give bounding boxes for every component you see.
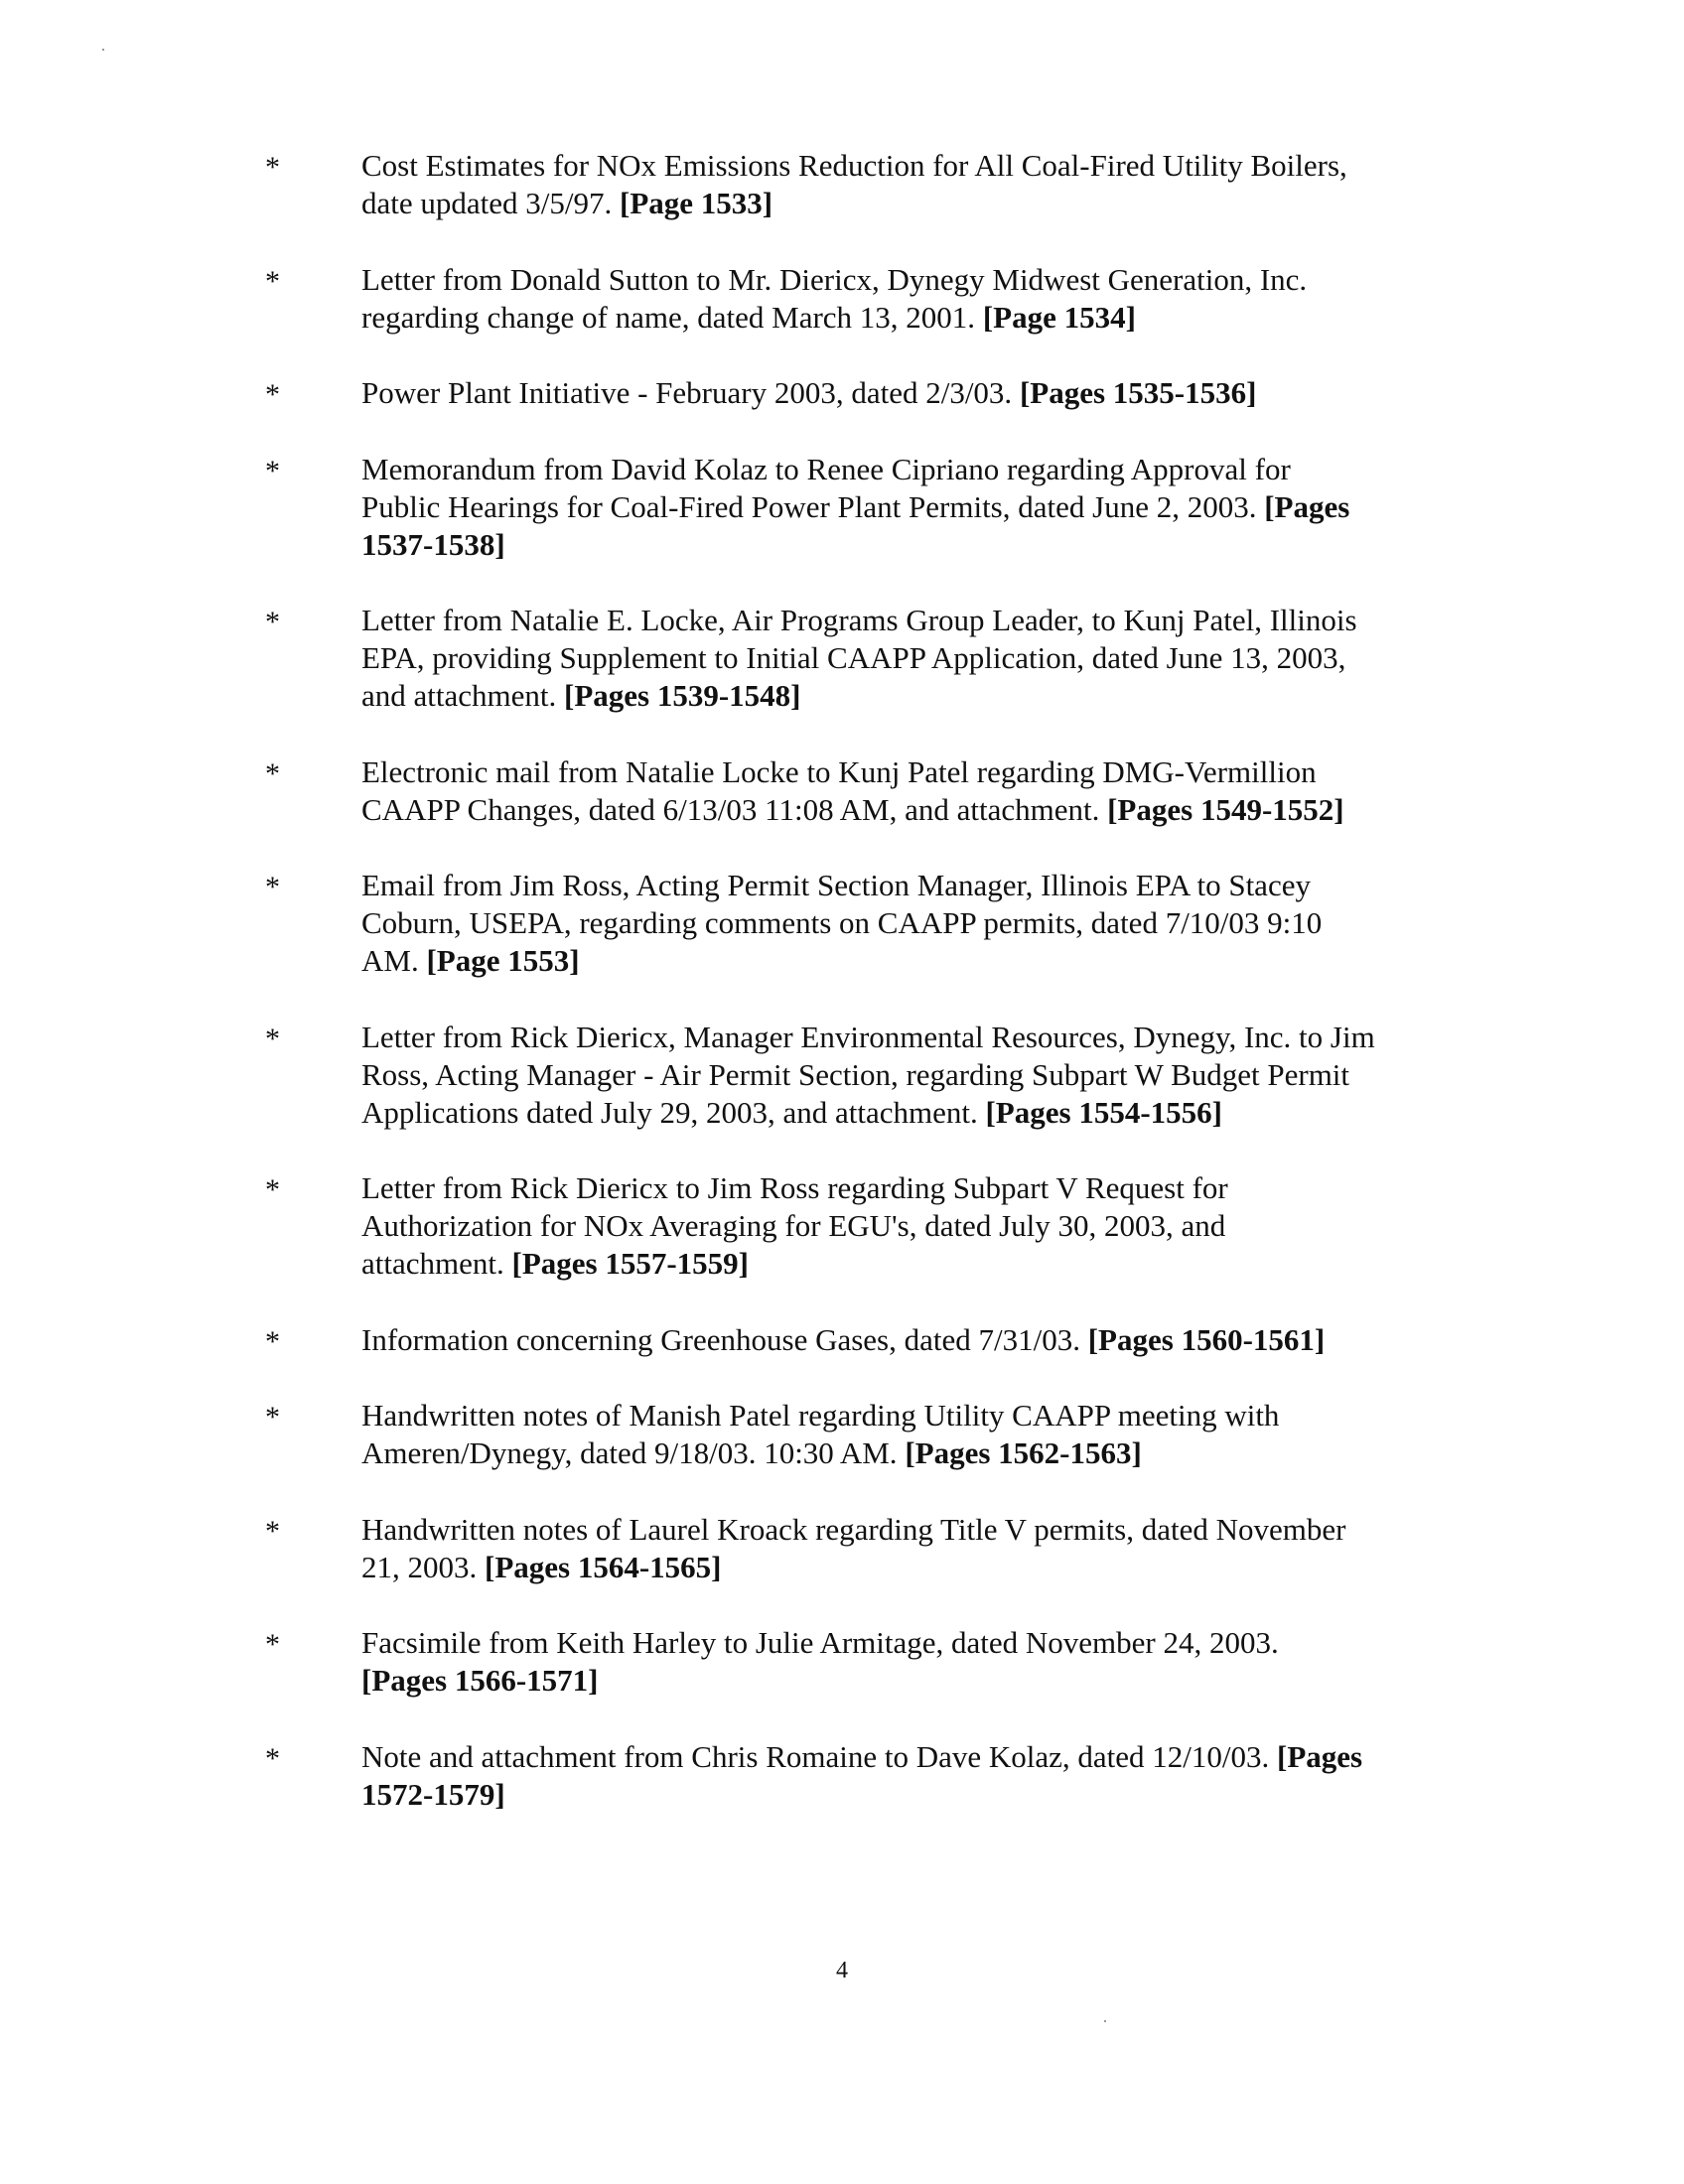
item-description (361, 753, 1464, 829)
list-item (0, 1321, 1684, 1359)
item-text: Memorandum from David Kolaz to Renee Cipriano regarding Approval for Public Hearings for Coal-Fired Power Plant Permits, dated June 2, 2003. (361, 451, 1291, 524)
bullet-marker: * (265, 264, 280, 298)
list-item (0, 451, 1684, 564)
bullet-marker: * (265, 454, 280, 487)
item-text: Handwritten notes of Laurel Kroack regarding Title V permits, dated November 21, 2003. (361, 1511, 1346, 1584)
bullet-marker: * (265, 871, 280, 903)
page-reference: [Pages 1564-1565] (485, 1549, 722, 1584)
item-description (361, 1169, 1464, 1283)
item-text: Letter from Rick Diericx, Manager Environmental Resources, Dynegy, Inc. to Jim Ross, Acting Manager - Air Permit Section, regarding Subpart W Budget Permit Applications dated July 29, 2003, and attachment. (361, 1019, 1375, 1130)
page-number: 4 (836, 1958, 848, 1983)
bullet-marker: * (265, 378, 280, 411)
bullet-marker: * (265, 1324, 280, 1358)
page-reference: [Pages 1539-1548] (564, 678, 801, 713)
list-item (0, 1738, 1684, 1814)
bullet-marker: * (265, 1628, 280, 1661)
item-text: Handwritten notes of Manish Patel regarding Utility CAAPP meeting with Ameren/Dynegy, dated 9/18/03. 10:30 AM. (361, 1398, 1280, 1470)
item-text: Power Plant Initiative - February 2003, dated 2/3/03. (361, 375, 1020, 410)
page-reference: [Pages 1549-1552] (1107, 791, 1344, 827)
list-item (0, 1019, 1684, 1132)
list-item (0, 867, 1684, 980)
bullet-marker: * (265, 1173, 280, 1206)
page-reference: [Pages 1537-1538] (361, 488, 1350, 562)
list-item (0, 147, 1684, 222)
item-description (361, 1738, 1464, 1814)
document-item-list (0, 147, 1684, 1851)
item-description (361, 261, 1464, 337)
list-item (0, 261, 1684, 337)
scan-speck-top-left (102, 49, 104, 51)
page-reference: [Pages 1562-1563] (905, 1435, 1142, 1470)
bullet-marker: * (265, 1741, 280, 1775)
page-reference: [Pages 1560-1561] (1087, 1321, 1326, 1357)
item-text: Cost Estimates for NOx Emissions Reduction for All Coal-Fired Utility Boilers, date updated 3/5/97. (361, 148, 1347, 220)
item-description (361, 1397, 1464, 1472)
item-text: Information concerning Greenhouse Gases, dated 7/31/03. (361, 1321, 1088, 1357)
list-item (0, 1624, 1684, 1700)
bullet-marker: * (265, 606, 280, 638)
item-description (361, 374, 1464, 412)
scan-speck-bottom (1104, 2020, 1106, 2022)
list-item (0, 1397, 1684, 1472)
bullet-marker: * (265, 1401, 280, 1433)
page-reference: [Pages 1572-1579] (361, 1738, 1363, 1812)
page-reference: [Pages 1535-1536] (1019, 375, 1257, 410)
item-text: Letter from Donald Sutton to Mr. Diericx, Dynegy Midwest Generation, Inc. regarding change of name, dated March 13, 2001. (361, 261, 1308, 335)
item-description (361, 1321, 1464, 1359)
item-text: Email from Jim Ross, Acting Permit Section Manager, Illinois EPA to Stacey Coburn, USEPA, regarding comments on CAAPP permits, dated 7/10/03 9:10 AM. (361, 868, 1323, 978)
item-description (361, 1511, 1464, 1586)
item-description (361, 451, 1464, 564)
bullet-marker: * (265, 756, 280, 790)
item-text: Facsimile from Keith Harley to Julie Armitage, dated November 24, 2003. (361, 1625, 1279, 1660)
bullet-marker: * (265, 151, 280, 184)
list-item (0, 1511, 1684, 1586)
page-reference: [Pages 1557-1559] (511, 1246, 749, 1281)
item-description (361, 867, 1464, 980)
item-text: Letter from Natalie E. Locke, Air Programs Group Leader, to Kunj Patel, Illinois EPA, providing Supplement to Initial CAAPP Application, dated June 13, 2003, and attachment. (361, 603, 1357, 713)
page-reference: [Page 1553] (426, 943, 580, 978)
list-item (0, 1169, 1684, 1283)
item-description (361, 602, 1464, 715)
page-reference: [Page 1533] (620, 186, 773, 220)
page-reference: [Pages 1566-1571] (361, 1663, 599, 1698)
list-item (0, 753, 1684, 829)
bullet-marker: * (265, 1022, 280, 1055)
item-description (361, 1019, 1464, 1132)
item-text: Note and attachment from Chris Romaine to Dave Kolaz, dated 12/10/03. (361, 1738, 1278, 1774)
list-item (0, 602, 1684, 715)
item-text: Letter from Rick Diericx to Jim Ross regarding Subpart V Request for Authorization for NOx Averaging for EGU's, dated July 30, 2003, and attachment. (361, 1170, 1228, 1281)
item-description (361, 1624, 1464, 1700)
item-description (361, 147, 1464, 222)
bullet-marker: * (265, 1514, 280, 1548)
page-reference: [Page 1534] (982, 299, 1136, 335)
list-item (0, 374, 1684, 412)
item-text: Electronic mail from Natalie Locke to Kunj Patel regarding DMG-Vermillion CAAPP Changes, dated 6/13/03 11:08 AM, and attachment. (361, 753, 1317, 827)
page-reference: [Pages 1554-1556] (985, 1094, 1222, 1130)
